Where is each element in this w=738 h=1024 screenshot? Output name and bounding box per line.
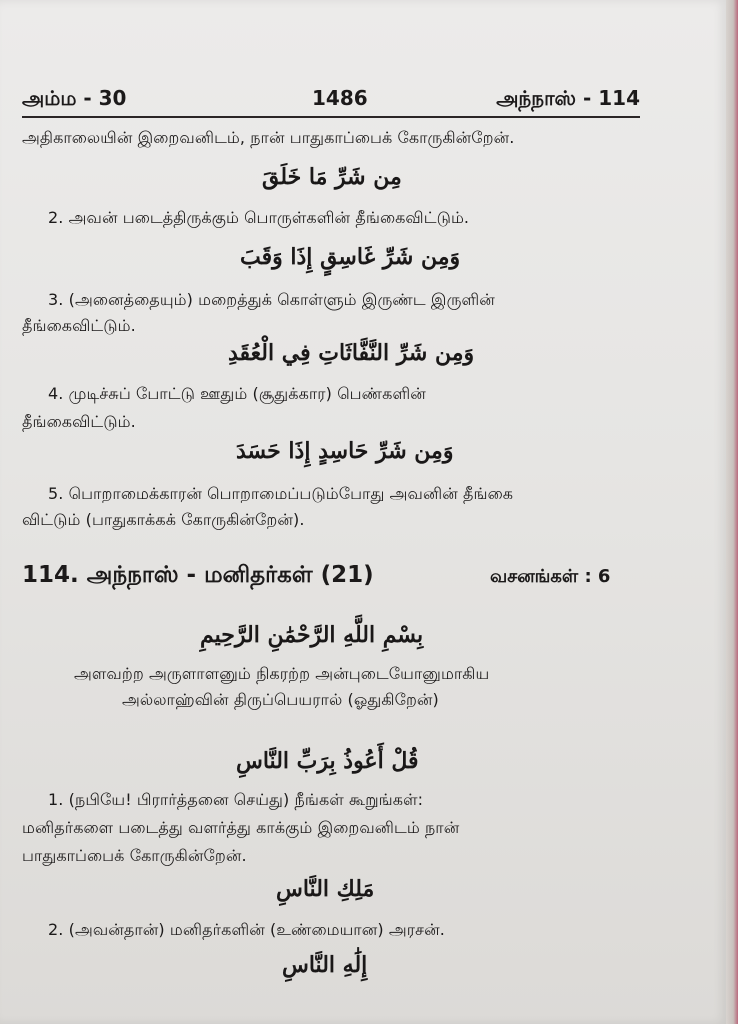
verses-count: வசனங்கள் : 6	[490, 566, 611, 587]
falaq-ayah3-arabic: وَمِن شَرِّ غَاسِقٍ إِذَا وَقَبَ	[240, 244, 461, 270]
nas-ayah3-arabic: إِلَٰهِ النَّاسِ	[282, 952, 368, 978]
falaq-ayah5-text-2: விட்டும் (பாதுகாக்கக் கோருகின்றேன்).	[22, 510, 305, 529]
page-edge	[726, 0, 738, 1024]
falaq-ayah5-arabic: وَمِن شَرِّ حَاسِدٍ إِذَا حَسَدَ	[236, 438, 454, 464]
falaq-ayah2-arabic: مِن شَرِّ مَا خَلَقَ	[262, 164, 402, 190]
basmala-arabic: بِسْمِ اللَّهِ الرَّحْمَٰنِ الرَّحِيمِ	[200, 622, 424, 648]
nas-ayah1-arabic: قُلْ أَعُوذُ بِرَبِّ النَّاسِ	[236, 748, 419, 774]
falaq-ayah3-text-1: 3. (அனைத்தையும்) மறைத்துக் கொள்ளும் இருண்ட இருளின்	[48, 290, 495, 309]
nas-ayah1-text-1: 1. (நபியே! பிரார்த்தனை செய்து) நீங்கள் கூறுங்கள்:	[48, 790, 424, 809]
falaq-ayah5-text-1: 5. பொறாமைக்காரன் பொறாமைப்படும்போது அவனின் தீங்கை	[48, 484, 514, 503]
basmala-text-1: அளவற்ற அருளாளனும் நிகரற்ற அன்புடையோனுமாகிய	[74, 664, 490, 683]
nas-ayah2-arabic: مَلِكِ النَّاسِ	[276, 876, 375, 902]
nas-ayah2-text: 2. (அவன்தான்) மனிதர்களின் (உண்மையான) அரசன்.	[48, 920, 445, 939]
page-header	[22, 80, 640, 118]
falaq-ayah4-arabic: وَمِن شَرِّ النَّفَّاثَاتِ فِي الْعُقَدِ	[228, 340, 475, 366]
nas-ayah1-text-3: பாதுகாப்பைக் கோருகின்றேன்.	[22, 846, 247, 865]
header-surah-label: அந்நாஸ் - 114	[496, 86, 640, 110]
header-page-number: 1486	[312, 86, 368, 110]
surah-title: 114. அந்நாஸ் - மனிதர்கள் (21)	[22, 562, 374, 588]
nas-ayah1-text-2: மனிதர்களை படைத்து வளர்த்து காக்கும் இறைவனிடம் நான்	[22, 818, 460, 837]
falaq-ayah2-text: 2. அவன் படைத்திருக்கும் பொருள்களின் தீங்கைவிட்டும்.	[48, 208, 470, 227]
falaq-ayah4-text-2: தீங்கைவிட்டும்.	[22, 412, 136, 431]
falaq-ayah4-text-1: 4. முடிச்சுப் போட்டு ஊதும் (சூதுக்கார) பெண்களின்	[48, 384, 426, 403]
header-juz-label: அம்ம - 30	[22, 86, 127, 110]
falaq-intro-line: அதிகாலையின் இறைவனிடம், நான் பாதுகாப்பைக் கோருகின்றேன்.	[22, 128, 515, 147]
basmala-text-2: அல்லாஹ்வின் திருப்பெயரால் (ஓதுகிறேன்)	[122, 690, 439, 709]
falaq-ayah3-text-2: தீங்கைவிட்டும்.	[22, 316, 136, 335]
